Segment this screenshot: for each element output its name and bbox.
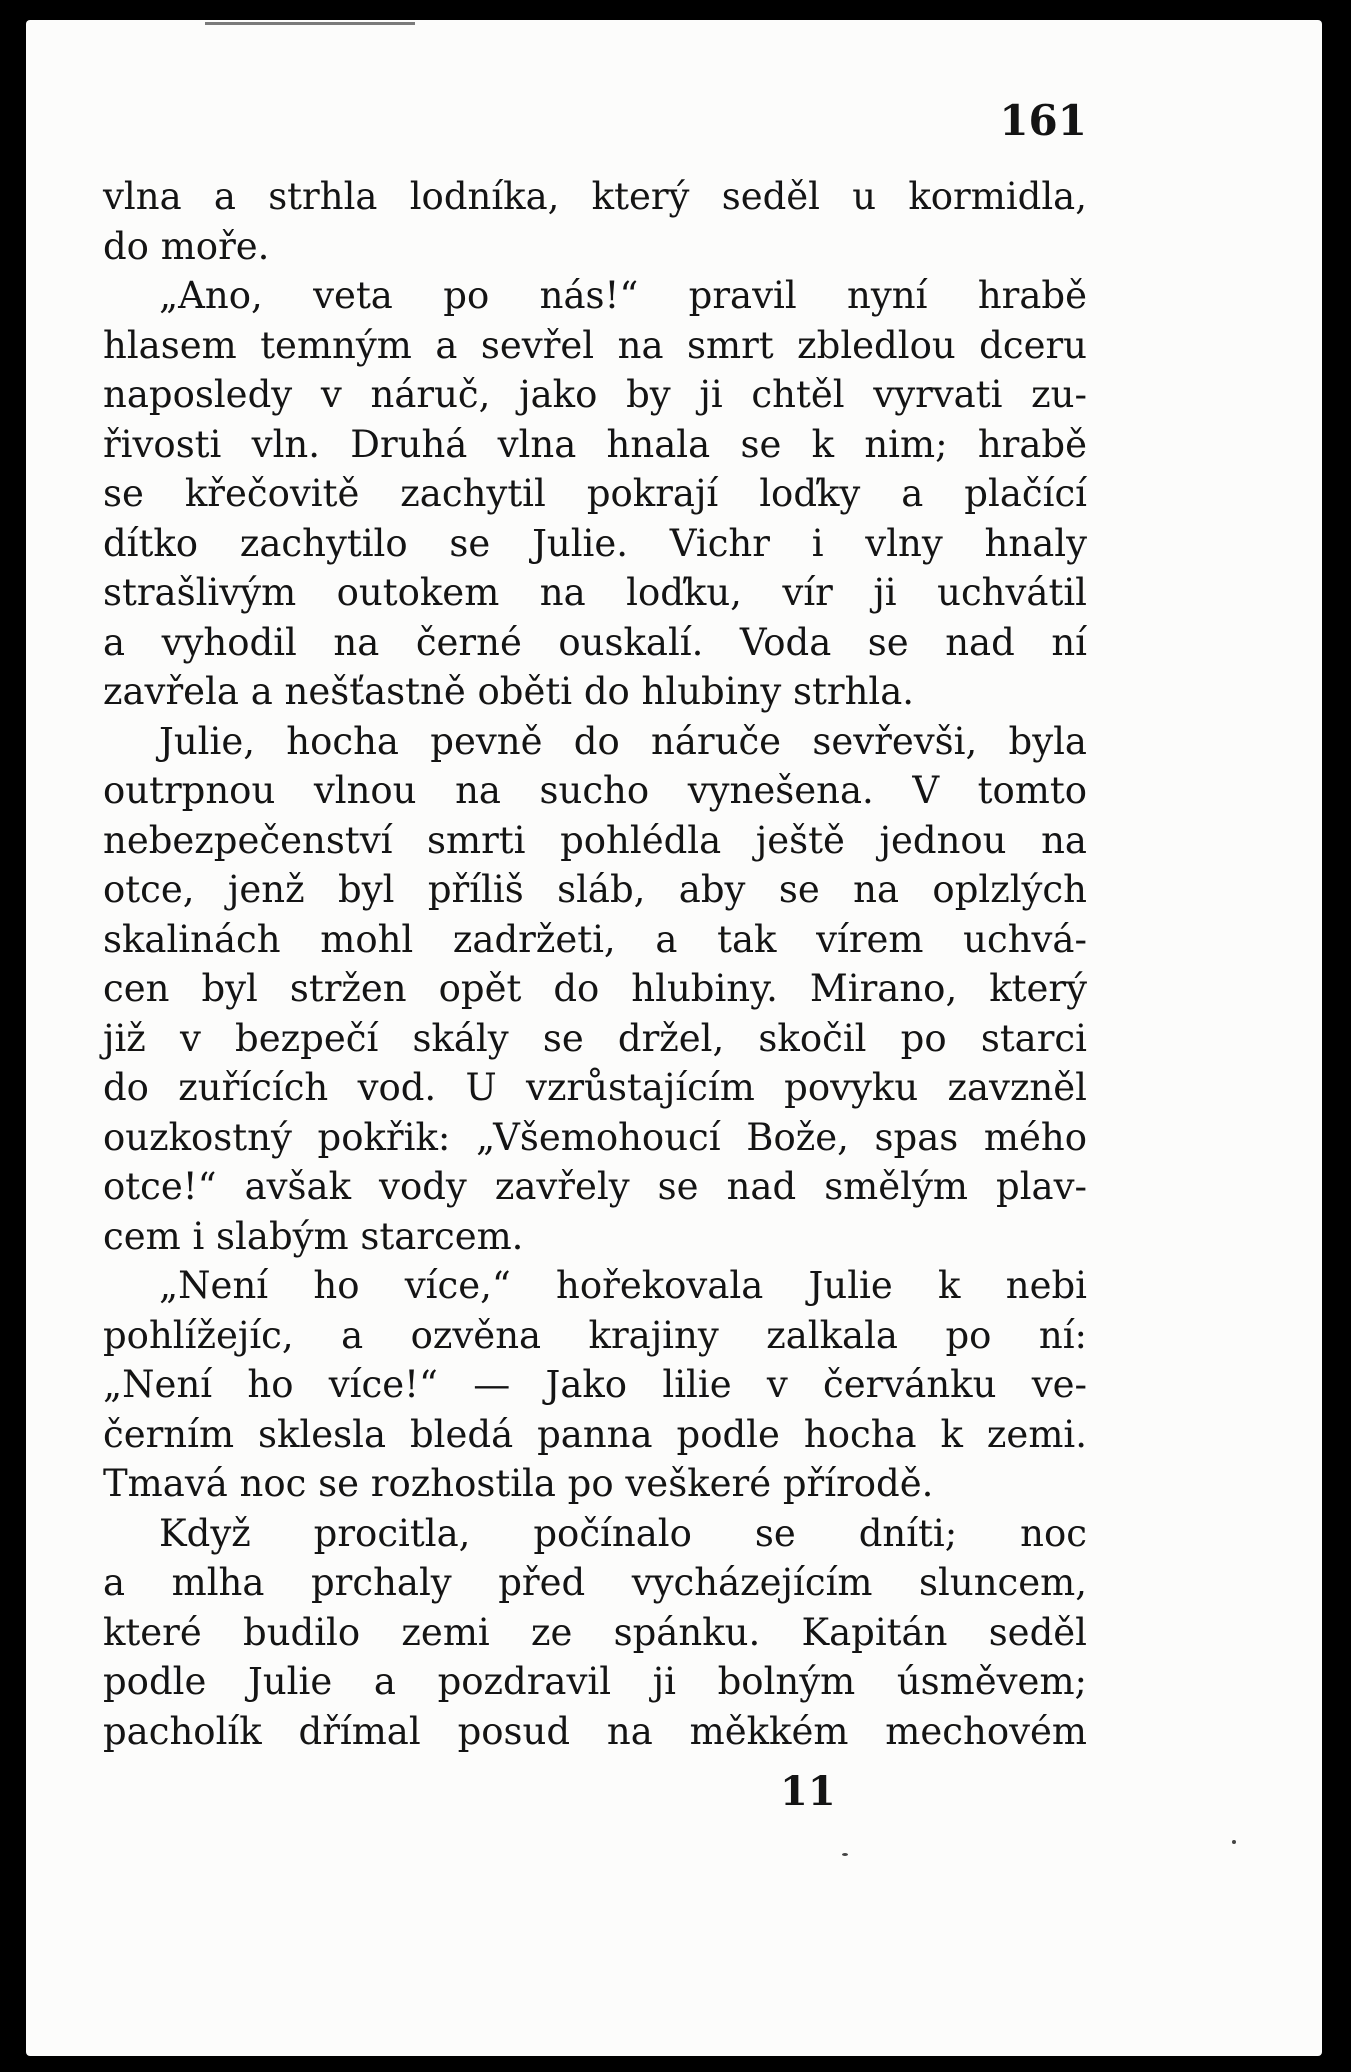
text-line: nebezpečenství smrti pohlédla ještě jednou na <box>103 818 1087 862</box>
text-line: Když procitla, počínalo se dníti; noc <box>159 1511 1087 1555</box>
text-line: skalinách mohl zadržeti, a tak vírem uchvá- <box>103 917 1087 961</box>
text-line: outrpnou vlnou na sucho vynešena. V tomto <box>103 769 1087 812</box>
text-line: se křečovitě zachytil pokrají loďky a plačící <box>103 472 1087 515</box>
signature-mark: 11 <box>780 1768 836 1815</box>
paragraph <box>103 1509 1087 1757</box>
text-line: „Ano, veta po nás!“ pravil nyní hrabě <box>159 274 1087 317</box>
scan-speck <box>842 1853 848 1856</box>
text-line: ouzkostný pokřik: „Všemohoucí Bože, spas mého <box>103 1115 1087 1159</box>
text-line: vlna a strhla lodníka, který seděl u kormidla, <box>103 175 1087 218</box>
text-line: do moře. <box>103 224 270 268</box>
text-line: cen byl stržen opět do hlubiny. Mirano, který <box>103 967 1087 1010</box>
page-number: 161 <box>999 96 1087 145</box>
text-line: již v bezpečí skály se držel, skočil po starci <box>103 1016 1087 1060</box>
text-line: hlasem temným a sevřel na smrt zbledlou dceru <box>103 323 1087 367</box>
body-text <box>103 172 1087 1756</box>
text-line: Tmavá noc se rozhostila po veškeré přírodě. <box>103 1462 934 1505</box>
text-line: pacholík dřímal posud na měkkém mechovém <box>103 1709 1087 1753</box>
paragraph <box>103 717 1087 1262</box>
paragraph <box>103 271 1087 717</box>
text-line: cem i slabým starcem. <box>103 1214 524 1258</box>
text-line: pohlížejíc, a ozvěna krajiny zalkala po ní: <box>103 1313 1087 1357</box>
text-line: které budilo zemi ze spánku. Kapitán seděl <box>103 1610 1087 1654</box>
text-line: řivosti vln. Druhá vlna hnala se k nim; hrabě <box>103 422 1087 466</box>
text-line: a mlha prchaly před vycházejícím sluncem, <box>103 1561 1087 1604</box>
text-line: otce, jenž byl příliš sláb, aby se na oplzlých <box>103 868 1087 911</box>
text-line: strašlivým outokem na loďku, vír ji uchvátil <box>103 571 1087 614</box>
text-line: dítko zachytilo se Julie. Vichr i vlny hnaly <box>103 521 1087 565</box>
text-line: do zuřících vod. U vzrůstajícím povyku zavzněl <box>103 1066 1087 1109</box>
scan-speck <box>1232 1840 1236 1844</box>
text-line: otce!“ avšak vody zavřely se nad smělým plav- <box>103 1165 1087 1208</box>
text-line: podle Julie a pozdravil ji bolným úsměvem; <box>103 1660 1087 1703</box>
text-line: zavřela a nešťastně oběti do hlubiny strhla. <box>103 670 915 713</box>
text-line: a vyhodil na černé ouskalí. Voda se nad ní <box>103 620 1087 664</box>
text-line: černím sklesla bledá panna podle hocha k zemi. <box>103 1412 1087 1456</box>
text-line: „Není ho více,“ hořekovala Julie k nebi <box>159 1264 1087 1307</box>
paragraph <box>103 172 1087 271</box>
text-line: „Není ho více!“ — Jako lilie v červánku ve- <box>103 1363 1087 1406</box>
paragraph <box>103 1261 1087 1509</box>
scan-edge-mark <box>205 22 415 25</box>
text-line: Julie, hocha pevně do náruče sevřevši, byla <box>159 719 1087 763</box>
text-line: naposledy v náruč, jako by ji chtěl vyrvati zu- <box>103 373 1087 416</box>
